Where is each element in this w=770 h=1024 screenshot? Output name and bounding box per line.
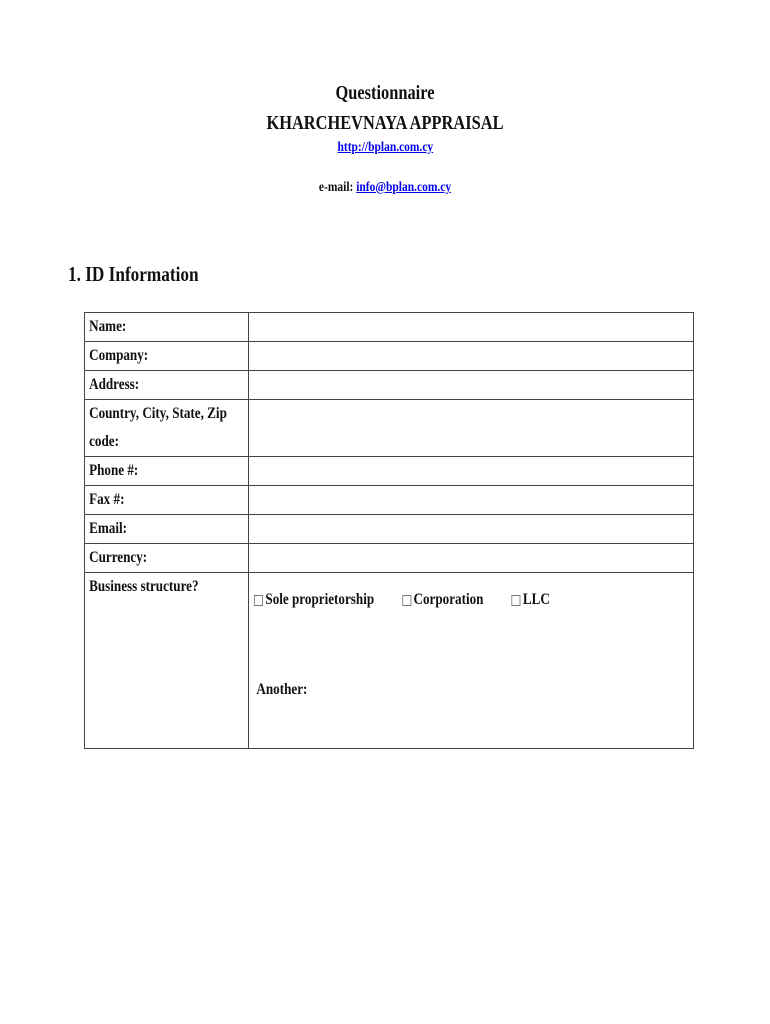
business-structure-label: Business structure?: [89, 578, 199, 595]
option-label: Corporation: [413, 591, 484, 608]
document-subtitle: KHARCHEVNAYA APPRAISAL: [266, 112, 504, 134]
currency-label: Currency:: [89, 549, 148, 566]
currency-field[interactable]: [249, 544, 694, 573]
option-corporation[interactable]: [402, 591, 483, 609]
business-structure-options: [249, 591, 613, 609]
table-row: [85, 313, 694, 342]
email-label: e-mail:: [318, 180, 354, 195]
phone-field[interactable]: [249, 457, 694, 486]
fax-field[interactable]: [249, 486, 694, 515]
table-row: [85, 400, 694, 457]
table-row: [85, 342, 694, 371]
table-row: [85, 573, 694, 749]
document-header: [0, 78, 770, 196]
location-label-line2: code:: [89, 433, 119, 450]
option-label: Sole proprietorship: [265, 591, 375, 608]
address-label: Address:: [89, 376, 140, 393]
section-title: 1. ID Information: [68, 262, 199, 286]
email-link[interactable]: info@bplan.com.cy: [356, 180, 452, 195]
option-llc[interactable]: [511, 591, 549, 609]
name-field[interactable]: [249, 313, 694, 342]
email-field[interactable]: [249, 515, 694, 544]
table-row: [85, 486, 694, 515]
company-label: Company:: [89, 347, 149, 364]
table-row: [85, 515, 694, 544]
checkbox-icon[interactable]: [254, 595, 263, 606]
website-link[interactable]: http://bplan.com.cy: [337, 140, 433, 155]
checkbox-icon[interactable]: [402, 595, 411, 606]
email-field-label: Email:: [89, 520, 127, 537]
business-structure-cell: [249, 573, 694, 749]
location-label-line1: Country, City, State, Zip: [89, 405, 227, 422]
table-row: [85, 457, 694, 486]
fax-label: Fax #:: [89, 491, 125, 508]
location-field[interactable]: [249, 400, 694, 457]
id-information-table: [84, 312, 694, 749]
email-line: [69, 180, 700, 196]
table-row: [85, 544, 694, 573]
address-field[interactable]: [249, 371, 694, 400]
option-sole-proprietorship[interactable]: [254, 591, 374, 609]
another-label: Another:: [256, 681, 308, 698]
option-label: LLC: [522, 591, 550, 608]
name-label: Name:: [89, 318, 127, 335]
table-row: [85, 371, 694, 400]
phone-label: Phone #:: [89, 462, 139, 479]
document-title: Questionnaire: [335, 82, 435, 104]
company-field[interactable]: [249, 342, 694, 371]
checkbox-icon[interactable]: [511, 595, 520, 606]
